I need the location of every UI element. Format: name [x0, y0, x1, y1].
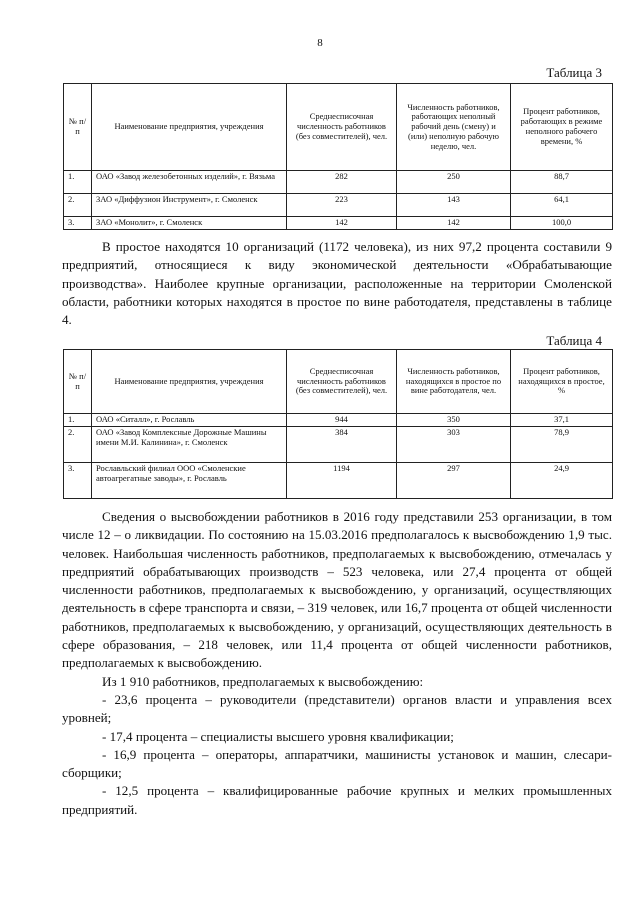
page-number: 8 [317, 37, 323, 49]
table4-row3-name: Рославльский филиал ООО «Смоленские автоагрегатные заводы», г. Рославль [92, 463, 287, 499]
table3-row1-avg: 282 [287, 171, 397, 194]
paragraph-dismissal [62, 508, 612, 819]
table-row [64, 194, 613, 217]
table4 [63, 349, 613, 499]
list-item: - 17,4 процента – специалисты высшего уровня квалификации; [102, 728, 454, 744]
table3-header-pct: Процент работников, работающих в режиме неполного рабочего времени, % [511, 84, 613, 171]
table4-header-row [64, 350, 613, 414]
table4-row1-pct: 37,1 [511, 414, 613, 427]
table-row [64, 414, 613, 427]
table4-row2-avg: 384 [287, 427, 397, 463]
list-item: - 23,6 процента – руководители (представители) органов власти и управления всех уровней; [62, 691, 612, 726]
table3-header-row [64, 84, 613, 171]
table4-row2-name: ОАО «Завод Комплексные Дорожные Машины имени М.И. Калинина», г. Смоленск [92, 427, 287, 463]
table4-row3-pct: 24,9 [511, 463, 613, 499]
table3-caption: Таблица 3 [546, 65, 602, 80]
table3-row2-name: ЗАО «Диффузион Инструмент», г. Смоленск [92, 194, 287, 217]
table-row [64, 217, 613, 230]
paragraph-text: В простое находятся 10 организаций (1172 человека), из них 97,2 процента составили 9 предприятий, относящиеся к виду экономической деятельности «Обрабатывающие производства». Наиболее крупные организации, расположенные на территории Смоленской области, работники которых находятся в простое по вине работодателя, представлены в таблице 4. [62, 239, 612, 328]
table4-header-num: № п/п [64, 350, 92, 414]
table4-row1-name: ОАО «Ситалл», г. Рославль [92, 414, 287, 427]
table4-row2-pct: 78,9 [511, 427, 613, 463]
table4-row3-idle: 297 [397, 463, 511, 499]
table3-row1-pct: 88,7 [511, 171, 613, 194]
table4-row1-num: 1. [64, 414, 92, 427]
table3-row2-part: 143 [397, 194, 511, 217]
table3 [63, 83, 613, 230]
table-row [64, 427, 613, 463]
table3-header-part: Численность работников, работающих неполный рабочий день (смену) и (или) неполную рабочую неделю, чел. [397, 84, 511, 171]
list-item: - 12,5 процента – квалифицированные рабочие крупных и мелких промышленных предприятий. [62, 783, 612, 817]
table4-header-avg: Среднесписочная численность работников (без совместителей), чел. [287, 350, 397, 414]
table4-caption: Таблица 4 [546, 333, 602, 348]
table3-header-name: Наименование предприятия, учреждения [92, 84, 287, 171]
table3-row3-pct: 100,0 [511, 217, 613, 230]
table3-header-avg: Среднесписочная численность работников (без совместителей), чел. [287, 84, 397, 171]
paragraph-text: Из 1 910 работников, предполагаемых к высвобождению: [102, 673, 424, 689]
table3-row2-avg: 223 [287, 194, 397, 217]
table-row [64, 171, 613, 194]
table3-row1-name: ОАО «Завод железобетонных изделий», г. Вязьма [92, 171, 287, 194]
table3-row3-num: 3. [64, 217, 92, 230]
list-item: - 16,9 процента – операторы, аппаратчики, машинисты установок и машин, слесари-сборщики; [62, 746, 612, 781]
table3-row1-part: 250 [397, 171, 511, 194]
table3-row3-part: 142 [397, 217, 511, 230]
table4-header-idle: Численность работников, находящихся в простое по вине работодателя, чел. [397, 350, 511, 414]
table3-header-num: № п/п [64, 84, 92, 171]
table3-row2-pct: 64,1 [511, 194, 613, 217]
table4-row3-avg: 1194 [287, 463, 397, 499]
table4-row2-num: 2. [64, 427, 92, 463]
table3-row3-avg: 142 [287, 217, 397, 230]
table4-row1-idle: 350 [397, 414, 511, 427]
paragraph-text: Сведения о высвобождении работников в 2016 году представили 253 организации, в том числе 12 – о ликвидации. По состоянию на 15.03.2016 предполагалось к высвобождению 1,9 тыс. человек. Наибольшая численность работников, предполагаемых к высвобождению, отмечалась у предприятий обрабатывающих производств – 523 человека, или 27,4 процента от общей численности работников, предполагаемых к высвобождению, у организаций, осуществляющих деятельность в сфере транспорта и связи, – 319 человек, или 16,7 процента от общей численности работников, предполагаемых к высвобождению, у организаций, осуществляющих деятельность в сфере образования, – 218 человек, или 11,4 процента от общей численности работников, предполагаемых к высвобождению. [62, 509, 612, 671]
table3-row1-num: 1. [64, 171, 92, 194]
table4-row2-idle: 303 [397, 427, 511, 463]
table-row [64, 463, 613, 499]
table3-row3-name: ЗАО «Монолит», г. Смоленск [92, 217, 287, 230]
table4-row3-num: 3. [64, 463, 92, 499]
table4-header-pct: Процент работников, находящихся в простое, % [511, 350, 613, 414]
table4-header-name: Наименование предприятия, учреждения [92, 350, 287, 414]
paragraph-idle-organizations [62, 238, 612, 329]
table3-row2-num: 2. [64, 194, 92, 217]
table4-row1-avg: 944 [287, 414, 397, 427]
